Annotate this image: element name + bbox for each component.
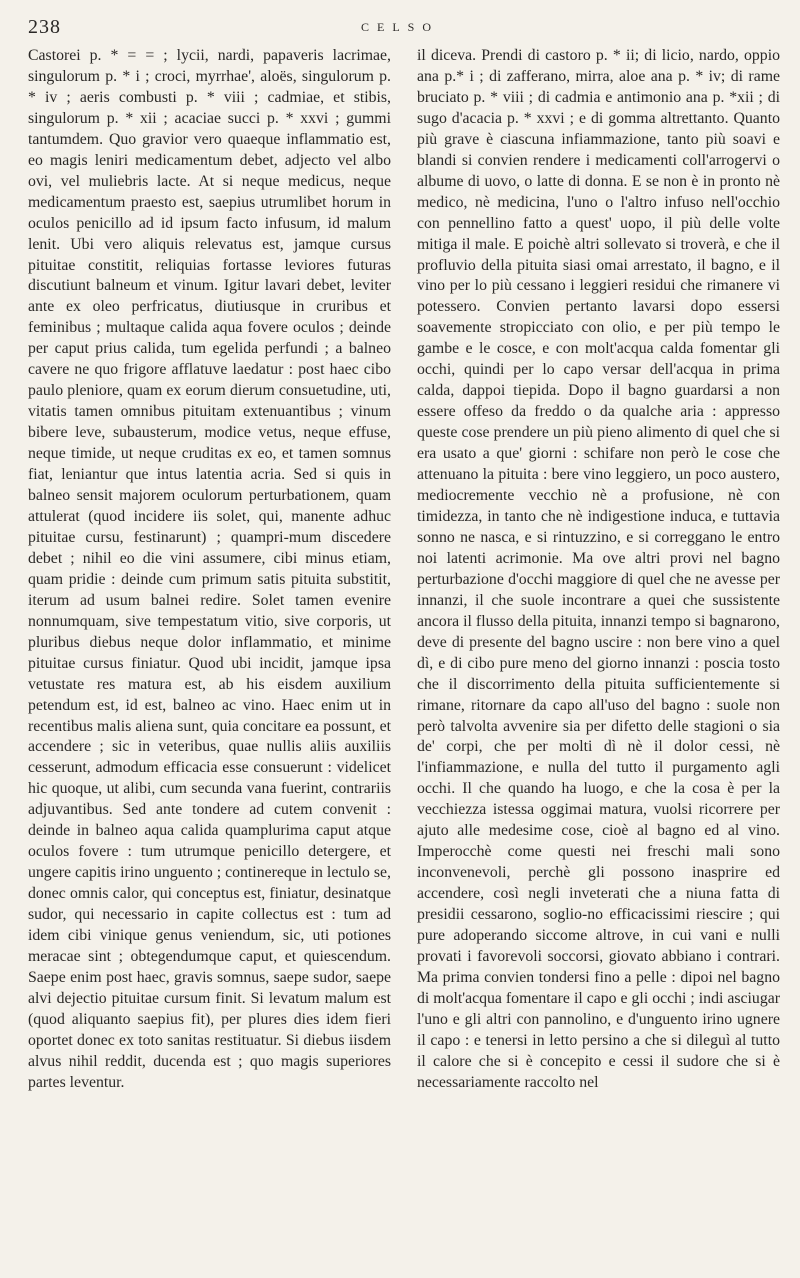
page-header: [28, 12, 772, 42]
latin-column: [28, 46, 391, 1266]
italian-text: il diceva. Prendi di castoro p. * ii; di licio, nardo, oppio ana p.* i ; di zafferano, mirra, aloe ana p. * iv; di rame bruciato p. * viii ; di cadmia e antimonio ana p. *xii ; di sugo d'acacia p. * xxvi ; e di gomma altrettanto. Quanto più grave è ciascuna infiammazione, tanto più soavi e blandi si convien rendere i medicamenti coll'arrogervi o albume di uovo, o latte di donna. E se non è in pronto nè medico, nè medicina, l'uno o l'altro infuso nell'occhio con pennellino fatto a quest' uopo, il più delle volte mitiga il male. E poichè altri sollevato si troverà, e che il profluvio della pituita siasi omai arrestato, il bagno, e il vino per lo più cessano i leggieri residui che rimanere vi potessero. Convien pertanto lavarsi dopo essersi soavemente stropicciato con olio, e per più tempo le gambe e le cosce, e con molt'acqua calda fomentar gli occhi, quindi per lo capo versar dell'acqua in prima calda, dappoi tiepida. Dopo il bagno guardarsi a non essere offeso da freddo o da qualche aria : appresso queste cose prendere un più pieno alimento di quel che si era usato a que' giorni : schifare non però le cose che attenuano la pituita : bere vino leggiero, un poco austero, mediocremente vecchio nè a profusione, nè con timidezza, in tanto che nè indigestione induca, e tuttavia sonno ne nasca, e si rintuzzino, e si correggano le entro noi latenti acrimonie. Ma ove altri provi nel bagno perturbazione d'occhi maggiore di quel che ne avesse per innanzi, il che suole incontrare a quei che sussistente ancora il flusso della pituita, innanzi tempo si bagnarono, deve di presente del bagno uscire : non bere vino a quel dì, e di cibo pure meno del giorno innanzi : poscia tosto che il discorrimento della pituita sufficientemente si rimane, ritornare da capo all'uso del bagno : suole non però talvolta avvenire sia per difetto delle stagioni o sia de' corpi, che per molti dì nè il dolor cessi, nè l'infiammazione, e nulla del tutto il purgamento agli occhi. Il che quando ha luogo, e che la cosa è per la vecchiezza istessa oggimai matura, vuolsi ricorrere per ajuto alle medesime cose, cioè al bagno ed al vino. Imperocchè come questi nei freschi mali sono inconvenevoli, perchè gli possono inasprire ed accendere, così negli inveterati che a niuna fatta di presidii cessarono, soglio-no efficacissimi riescire ; qui pure adoperando siccome altrove, in cui vani e nulli provati i favorevoli soccorsi, giovato abbiano i contrari. Ma prima convien tondersi fino a pelle : dipoi nel bagno di molt'acqua fomentare il capo e gli occhi ; indi asciugar l'uno e gli altri con pannolino, e d'unguento irino ugnere il capo : e tenersi in letto persino a che si dileguì al tutto il calore che si è concepito e cessi il sudore che si è necessariamente raccolto nel: [417, 47, 780, 1091]
page-number: 238: [28, 16, 61, 38]
text-columns: [28, 46, 780, 1266]
italian-column: [417, 46, 780, 1266]
running-head: CELSO: [360, 20, 439, 34]
latin-text: Castorei p. * = = ; lycii, nardi, papaveris lacrimae, singulorum p. * i ; croci, myrrhae', aloës, singulorum p. * iv ; aeris combusti p. * viii ; cadmiae, et stibis, singulorum p. * xii ; acaciae succi p. * xxvi ; gummi tantumdem. Quo gravior vero quaeque inflammatio est, eo magis leniri medicamentum debet, adjecto vel albo ovi, vel muliebris lacte. At si neque medicus, neque medicamentum praesto est, saepius utrumlibet horum in oculos penicillo ad id ipsum facto infusum, id malum lenit. Ubi vero aliquis relevatus est, jamque cursus pituitae constitit, reliquias fortasse leviores futuras discutiunt balneum et vinum. Igitur lavari debet, leviter ante ex oleo perfricatus, diutiusque in cruribus et feminibus ; multaque calida aqua fovere oculos ; deinde per caput prius calida, tum egelida perfundi ; a balneo cavere ne quo frigore afflatuve laedatur : post haec cibo paulo pleniore, quam ex eorum dierum consuetudine, uti, vitatis tamen omnibus pituitam extenuantibus ; vinum bibere leve, subausterum, modice vetus, neque effuse, neque timide, ut neque cruditas ex eo, et tamen somnus fiat, leniantur que intus latentia acria. Sed si quis in balneo sensit majorem oculorum perturbationem, quam attulerat (quod incidere iis solet, qui, manente adhuc pituitae cursu, festinarunt) ; quampri-mum discedere debet ; nihil eo die vini assumere, cibi minus etiam, quam pridie : deinde cum primum satis pituita substitit, iterum ad usum balnei redire. Solet tamen evenire nonnumquam, sive tempestatum vitio, sive corporis, ut pluribus diebus neque dolor inflammatio, et minime pituitae cursus finiatur. Quod ubi incidit, jamque ipsa vetustate res matura est, ab his eisdem auxilium petendum est, id est, balneo ac vino. Haec enim ut in recentibus malis aliena sunt, quia concitare ea possunt, et accendere ; sic in veteribus, quae nullis aliis auxiliis cesserunt, admodum efficacia esse consuerunt : videlicet hic quoque, ut alibi, cum secunda vana fuerint, contrariis adjuvantibus. Sed ante tondere ad cutem convenit : deinde in balneo aqua calida quamplurima caput atque oculos fovere : tum utrumque penicillo detergere, et ungere capitis irino unguento ; continereque in lectulo se, donec omnis calor, qui conceptus est, finiatur, desinatque sudor, qui necessario in capite collectus est : tum ad idem cibi vinique genus veniendum, sic, uti potiones meracae sint ; obtegendumque caput, et quiescendum. Saepe enim post haec, gravis somnus, saepe sudor, saepe alvi dejectio pituitae cursum finit. Si levatum malum est (quod aliquanto saepius fit), per plures dies idem fieri oportet donec ex toto sanitas restituatur. Si diebus iisdem alvus nihil reddit, ducenda est ; quo magis superiores partes leventur.: [28, 47, 391, 1091]
